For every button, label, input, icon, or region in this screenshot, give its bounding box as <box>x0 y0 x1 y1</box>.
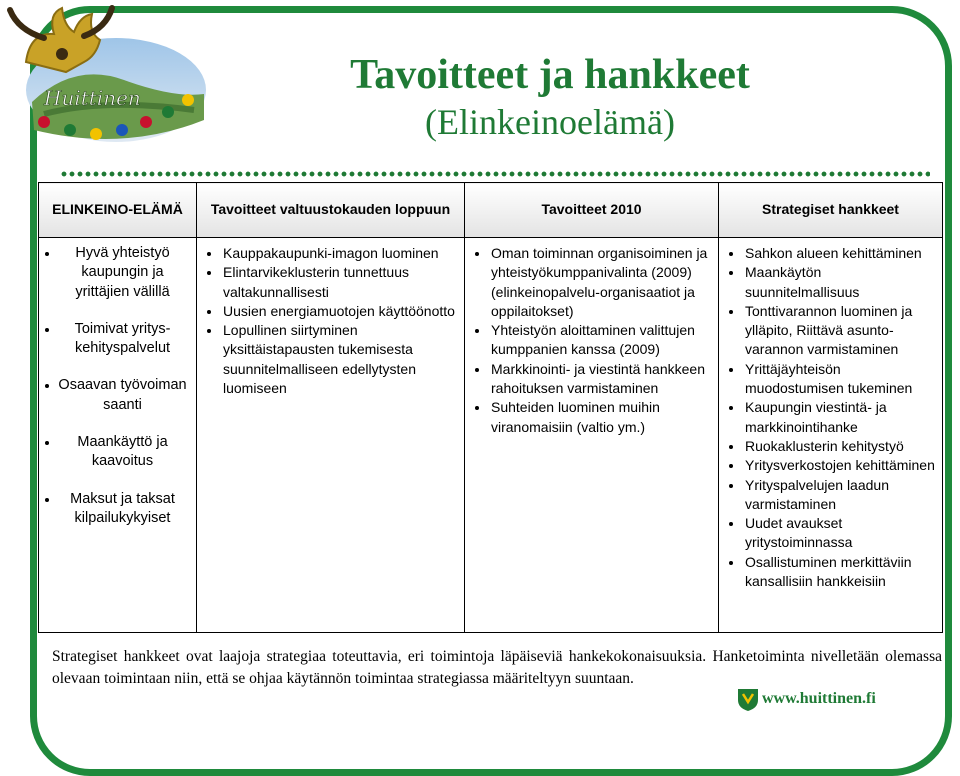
dotted-divider <box>60 170 930 178</box>
table-header-row <box>39 183 943 238</box>
list-item: Ruokaklusterin kehitystyö <box>723 437 938 456</box>
goals-table <box>38 182 943 633</box>
column-header: Tavoitteet valtuustokauden loppuun <box>197 183 465 238</box>
list-item: Osaavan työvoiman saanti <box>43 376 192 415</box>
list-item: Suhteiden luominen muihin viranomaisiin (valtio ym.) <box>469 398 714 437</box>
table-cell <box>197 238 465 633</box>
list-item: Yritysverkostojen kehittäminen <box>723 456 938 475</box>
column-header: Tavoitteet 2010 <box>465 183 719 238</box>
list-item: Oman toiminnan organisoiminen ja yhteistyökumppanivalinta (2009) (elinkeinopalvelu-organisaatiot ja oppilaitokset) <box>469 244 714 321</box>
title-line-2: (Elinkeinoelämä) <box>425 102 675 142</box>
footer-text: Strategiset hankkeet ovat laajoja strategiaa toteuttavia, eri toimintoja läpäiseviä hankekokonaisuuksia. Hanketoiminta nivelletään olemassa olevaan toimintaan niin, että se ohjaa käytännön toimintaa strategiassa määriteltyyn suuntaan. <box>52 648 942 687</box>
list-item: Toimivat yritys-kehityspalvelut <box>43 320 192 359</box>
list-item: Maankäyttö ja kaavoitus <box>43 433 192 472</box>
huittinen-logo <box>4 2 209 150</box>
table-cell <box>39 238 197 633</box>
table-cell <box>719 238 943 633</box>
list-item: Maankäytön suunnitelmallisuus <box>723 263 938 302</box>
table-row <box>39 238 943 633</box>
title-line-1: Tavoitteet ja hankkeet <box>350 52 750 98</box>
list-item: Osallistuminen merkittäviin kansallisiin hankkeisiin <box>723 553 938 592</box>
list-item: Elintarvikeklusterin tunnettuus valtakunnallisesti <box>201 263 460 302</box>
list-item: Sahkon alueen kehittäminen <box>723 244 938 263</box>
list-item: Yrittäjäyhteisön muodostumisen tukeminen <box>723 360 938 399</box>
list-item: Lopullinen siirtyminen yksittäistapausten tukemisesta suunnitelmalliseen edellytysten luomiseen <box>201 321 460 398</box>
list-item: Tonttivarannon luominen ja ylläpito, Riittävä asunto-varannon varmistaminen <box>723 302 938 360</box>
list-item: Kaupungin viestintä- ja markkinointihanke <box>723 398 938 437</box>
column-header: Strategiset hankkeet <box>719 183 943 238</box>
table-cell <box>465 238 719 633</box>
list-item: Kauppakaupunki-imagon luominen <box>201 244 460 263</box>
list-item: Yrityspalvelujen laadun varmistaminen <box>723 476 938 515</box>
column-header: ELINKEINO-ELÄMÄ <box>39 183 197 238</box>
list-item: Uudet avaukset yritystoiminnassa <box>723 514 938 553</box>
list-item: Yhteistyön aloittaminen valittujen kumppanien kanssa (2009) <box>469 321 714 360</box>
slide-title <box>240 50 860 144</box>
list-item: Maksut ja taksat kilpailukykyiset <box>43 490 192 529</box>
website-link[interactable]: www.huittinen.fi <box>762 690 876 707</box>
list-item: Uusien energiamuotojen käyttöönotto <box>201 302 460 321</box>
list-item: Hyvä yhteistyö kaupungin ja yrittäjien välillä <box>43 244 192 302</box>
logo-text: Huittinen <box>44 86 141 110</box>
crest-icon <box>737 688 759 712</box>
list-item: Markkinointi- ja viestintä hankkeen rahoituksen varmistaminen <box>469 360 714 399</box>
